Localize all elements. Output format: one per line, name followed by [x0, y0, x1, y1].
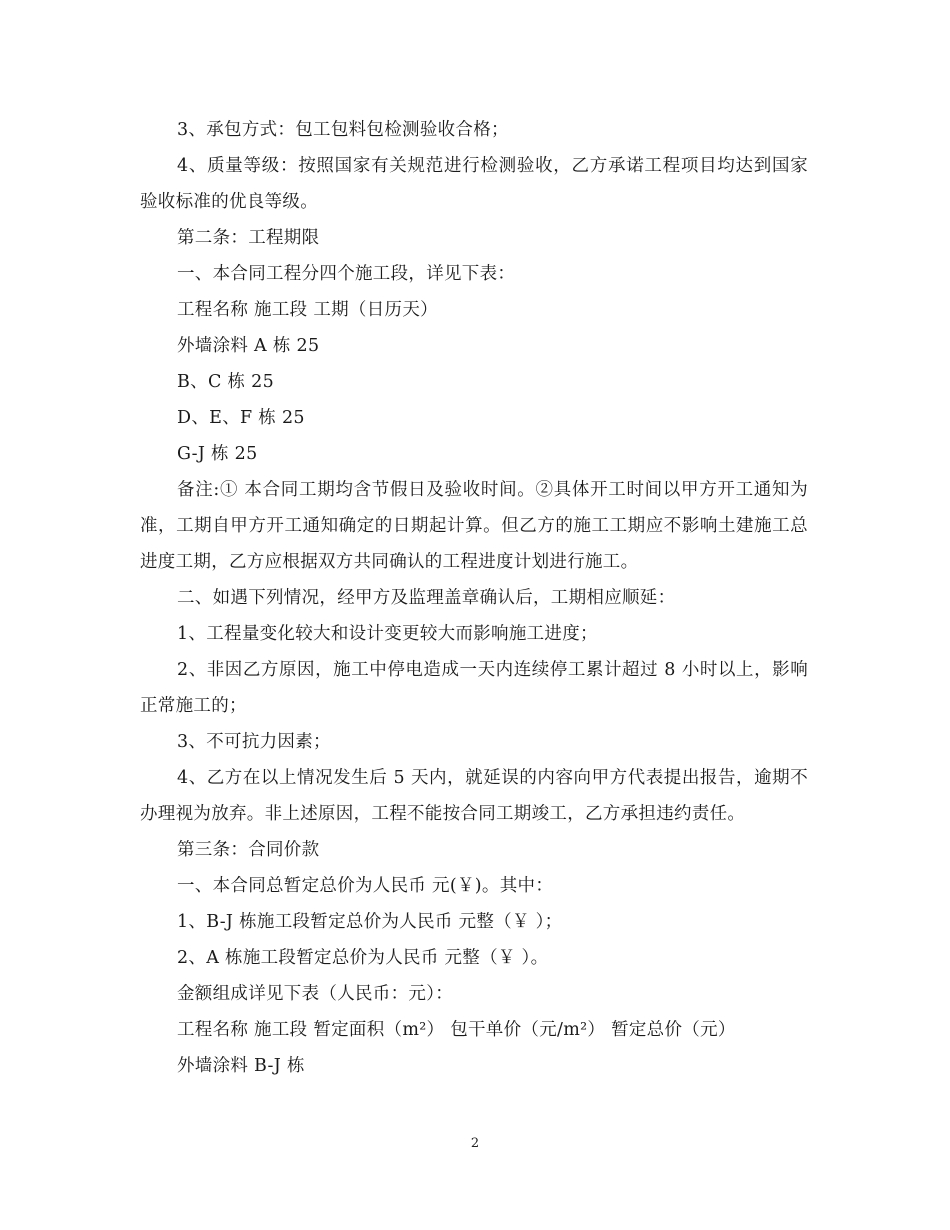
page-number: 2 [470, 1136, 480, 1151]
list-item: 1、B-J 栋施工段暂定总价为人民币 元整（￥ ）； [177, 912, 563, 932]
paragraph-stages: 一、本合同工程分四个施工段，详见下表： [177, 264, 516, 284]
list-item: 3、不可抗力因素； [177, 732, 331, 752]
paragraph-total-price: 一、本合同总暂定总价为人民币 元(￥)。其中： [177, 876, 554, 896]
paragraph-quality-grade: 4、质量等级：按照国家有关规范进行检测验收，乙方承诺工程项目均达到国家验收标准的优良等级。 [140, 156, 808, 212]
list-item: 2、A 栋施工段暂定总价为人民币 元整（￥ ）。 [177, 948, 549, 968]
section-heading-price: 第三条：合同价款 [177, 840, 320, 860]
paragraph-remarks: 备注:① 本合同工期均含节假日及验收时间。②具体开工时间以甲方开工通知为准，工期自甲方开工通知确定的日期起计算。但乙方的施工工期应不影响土建施工总进度工期，乙方应根据双方共同确认的工程进度计划进行施工。 [140, 480, 808, 572]
document-body [140, 112, 808, 1084]
table-header-price: 工程名称 施工段 暂定面积（m²） 包干单价（元/m²） 暂定总价（元） [177, 1020, 736, 1040]
list-item: 2、非因乙方原因，施工中停电造成一天内连续停工累计超过 8 小时以上，影响正常施工的； [140, 660, 808, 716]
table-row: G-J 栋 25 [177, 444, 258, 464]
section-heading-schedule: 第二条：工程期限 [177, 228, 320, 248]
paragraph-extension-conditions: 二、如遇下列情况，经甲方及监理盖章确认后，工期相应顺延： [177, 588, 676, 608]
list-item: 4、乙方在以上情况发生后 5 天内，就延误的内容向甲方代表提出报告，逾期不办理视为放弃。非上述原因，工程不能按合同工期竣工，乙方承担违约责任。 [140, 768, 808, 824]
paragraph-amount-breakdown: 金额组成详见下表（人民币：元）： [177, 984, 454, 1004]
table-header-schedule: 工程名称 施工段 工期（日历天） [177, 300, 438, 320]
table-row: D、E、F 栋 25 [177, 408, 305, 428]
table-row: 外墙涂料 A 栋 25 [177, 336, 320, 356]
table-row: 外墙涂料 B-J 栋 [177, 1056, 305, 1076]
paragraph-contract-mode: 3、承包方式：包工包料包检测验收合格； [177, 120, 509, 140]
table-row: B、C 栋 25 [177, 372, 275, 392]
list-item: 1、工程量变化较大和设计变更较大而影响施工进度； [177, 624, 598, 644]
